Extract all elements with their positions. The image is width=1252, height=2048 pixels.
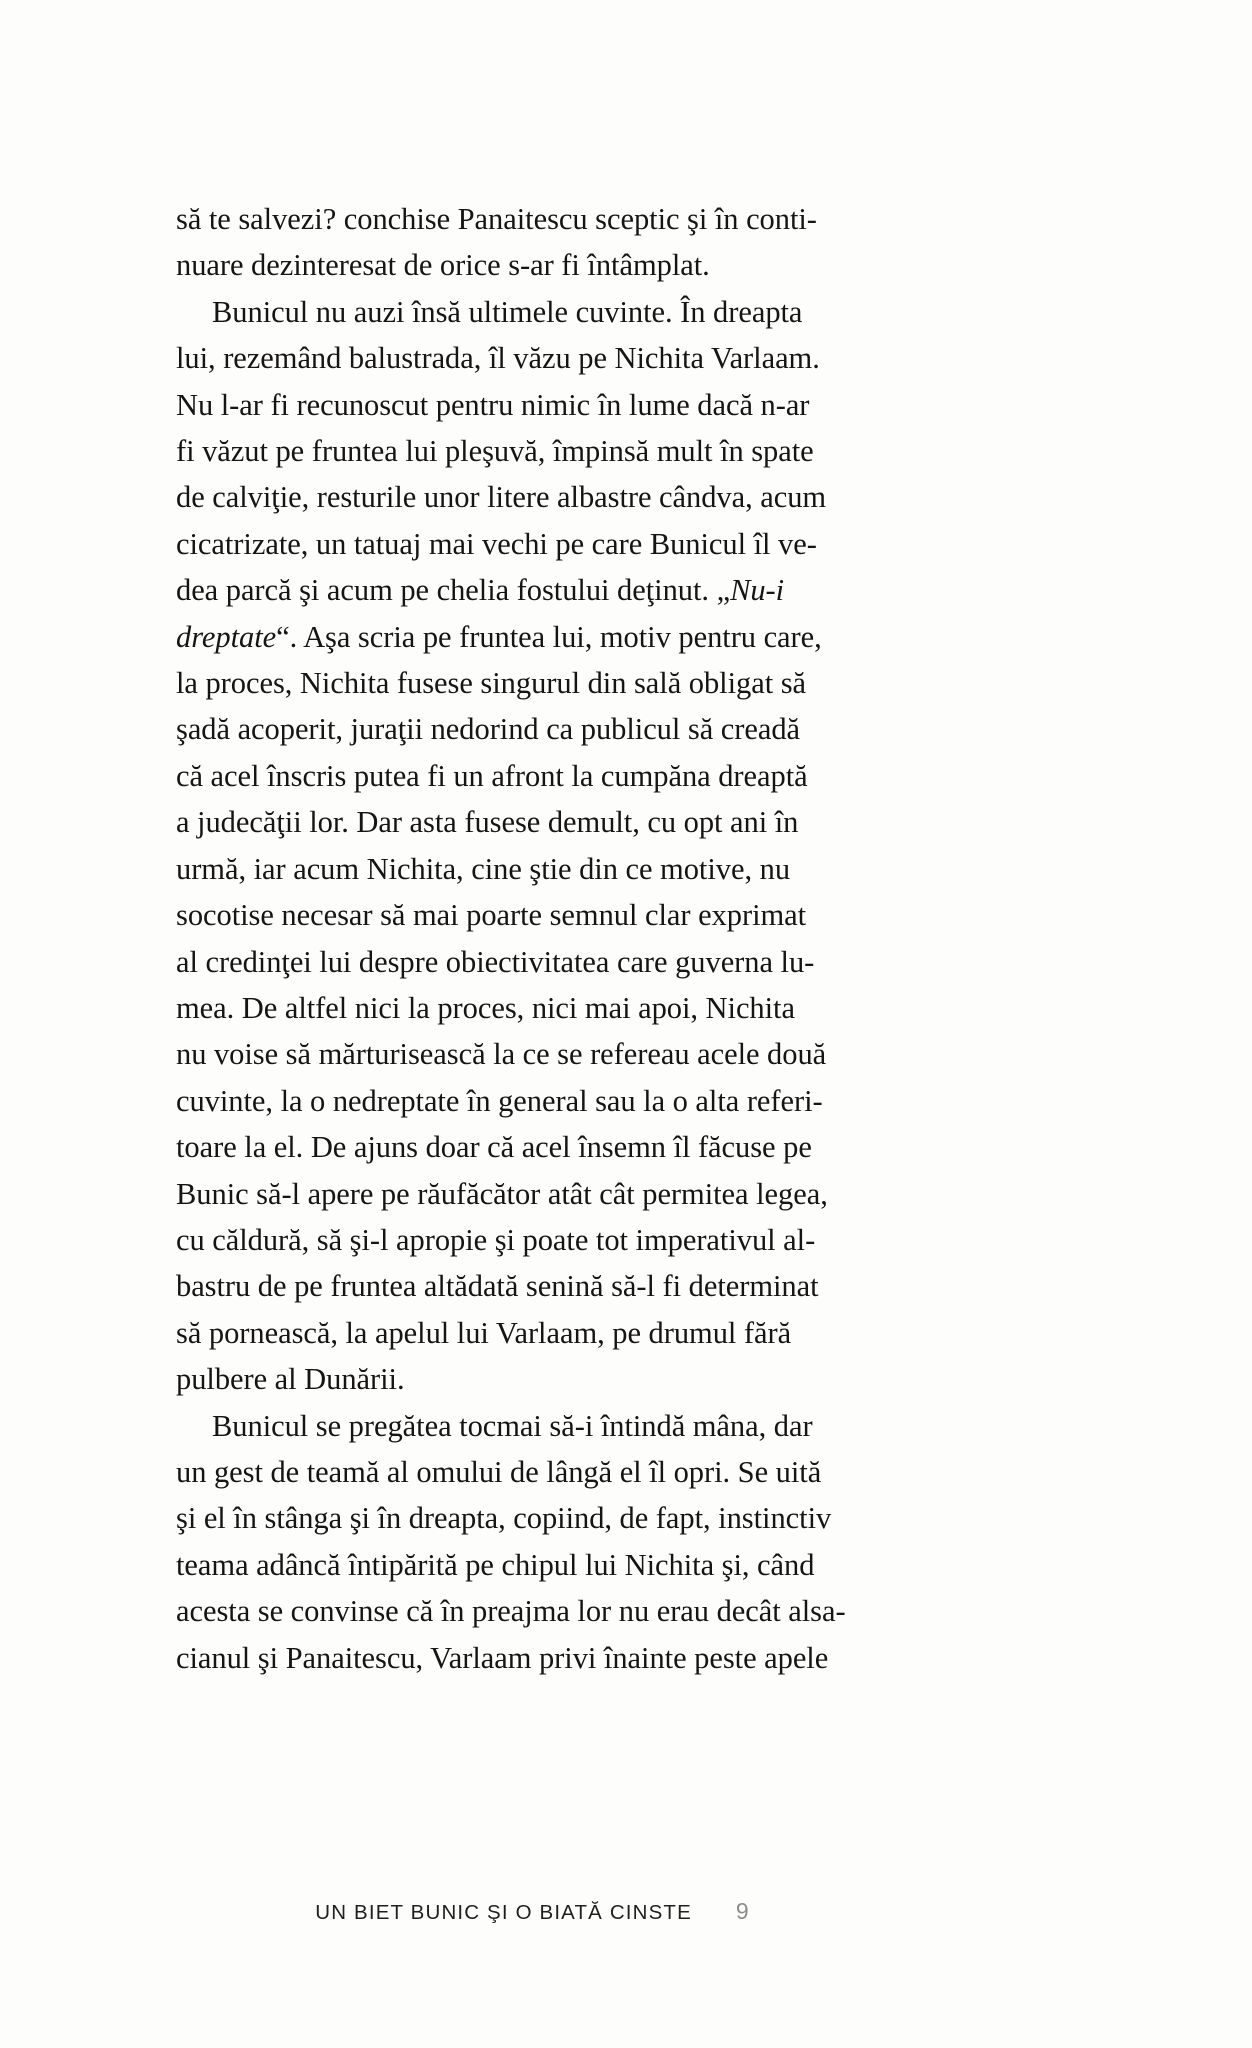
body-line: acesta se convinse că în preajma lor nu erau decât alsa- xyxy=(176,1594,846,1629)
body-line: toare la el. De ajuns doar că acel însemn îl făcuse pe xyxy=(176,1130,812,1165)
running-head: UN BIET BUNIC ŞI O BIATĂ CINSTE xyxy=(315,1901,692,1924)
body-line: al credinţei lui despre obiectivitatea care guverna lu- xyxy=(176,944,815,979)
body-line: bastru de pe fruntea altădată senină să-l fi determinat xyxy=(176,1269,819,1304)
body-line: să te salvezi? conchise Panaitescu sceptic şi în conti- xyxy=(176,202,817,236)
body-line: cicatrizate, un tatuaj mai vechi pe care Bunicul îl ve- xyxy=(176,526,817,561)
italic-quote-fragment: Nu-i xyxy=(730,573,785,608)
body-line: cuvinte, la o nedreptate în general sau la o alta referi- xyxy=(176,1083,823,1118)
body-line: nuare dezinteresat de orice s-ar fi întâmplat. xyxy=(176,248,710,283)
body-line: socotise necesar să mai poarte semnul clar exprimat xyxy=(176,898,807,933)
italic-quote-fragment: dreptate xyxy=(176,619,277,654)
body-line: şadă acoperit, juraţii nedorind ca publicul să creadă xyxy=(176,712,801,747)
body-line: cianul şi Panaitescu, Varlaam privi înainte peste apele xyxy=(176,1640,829,1675)
body-text-block xyxy=(176,196,888,1681)
body-line: dea parcă şi acum pe chelia fostului deţinut. „Nu-i xyxy=(176,573,785,608)
body-line: pulbere al Dunării. xyxy=(176,1362,405,1397)
body-line: a judecăţii lor. Dar asta fusese demult, cu opt ani în xyxy=(176,805,799,840)
body-line: un gest de teamă al omului de lângă el îl opri. Se uită xyxy=(176,1454,822,1489)
body-line: Bunic să-l apere pe răufăcător atât cât permitea legea, xyxy=(176,1176,828,1211)
body-line: şi el în stânga şi în dreapta, copiind, de fapt, instinctiv xyxy=(176,1501,832,1536)
body-line: să pornească, la apelul lui Varlaam, pe drumul fără xyxy=(176,1315,792,1350)
body-line: cu căldură, să şi-l apropie şi poate tot imperativul al- xyxy=(176,1222,816,1257)
body-line: dreptate“. Aşa scria pe fruntea lui, motiv pentru care, xyxy=(176,619,822,654)
body-line: Bunicul se pregătea tocmai să-i întindă mâna, dar xyxy=(212,1408,813,1443)
body-line: fi văzut pe fruntea lui pleşuvă, împinsă mult în spate xyxy=(176,434,814,469)
page-number: 9 xyxy=(735,1898,749,1924)
body-line: de calviţie, resturile unor litere albastre cândva, acum xyxy=(176,480,827,515)
body-line: Bunicul nu auzi însă ultimele cuvinte. În dreapta xyxy=(212,294,803,329)
body-line: la proces, Nichita fusese singurul din sală obligat să xyxy=(176,666,807,701)
body-line: mea. De altfel nici la proces, nici mai apoi, Nichita xyxy=(176,990,795,1025)
body-line: teama adâncă întipărită pe chipul lui Nichita şi, când xyxy=(176,1547,815,1582)
body-line: nu voise să mărturisească la ce se refereau acele două xyxy=(176,1037,827,1072)
page-footer xyxy=(176,1898,888,1925)
body-line: urmă, iar acum Nichita, cine ştie din ce motive, nu xyxy=(176,851,791,886)
body-line: Nu l-ar fi recunoscut pentru nimic în lume dacă n-ar xyxy=(176,387,810,422)
body-line: lui, rezemând balustrada, îl văzu pe Nichita Varlaam. xyxy=(176,341,820,376)
body-line: că acel înscris putea fi un afront la cumpăna dreaptă xyxy=(176,758,808,793)
